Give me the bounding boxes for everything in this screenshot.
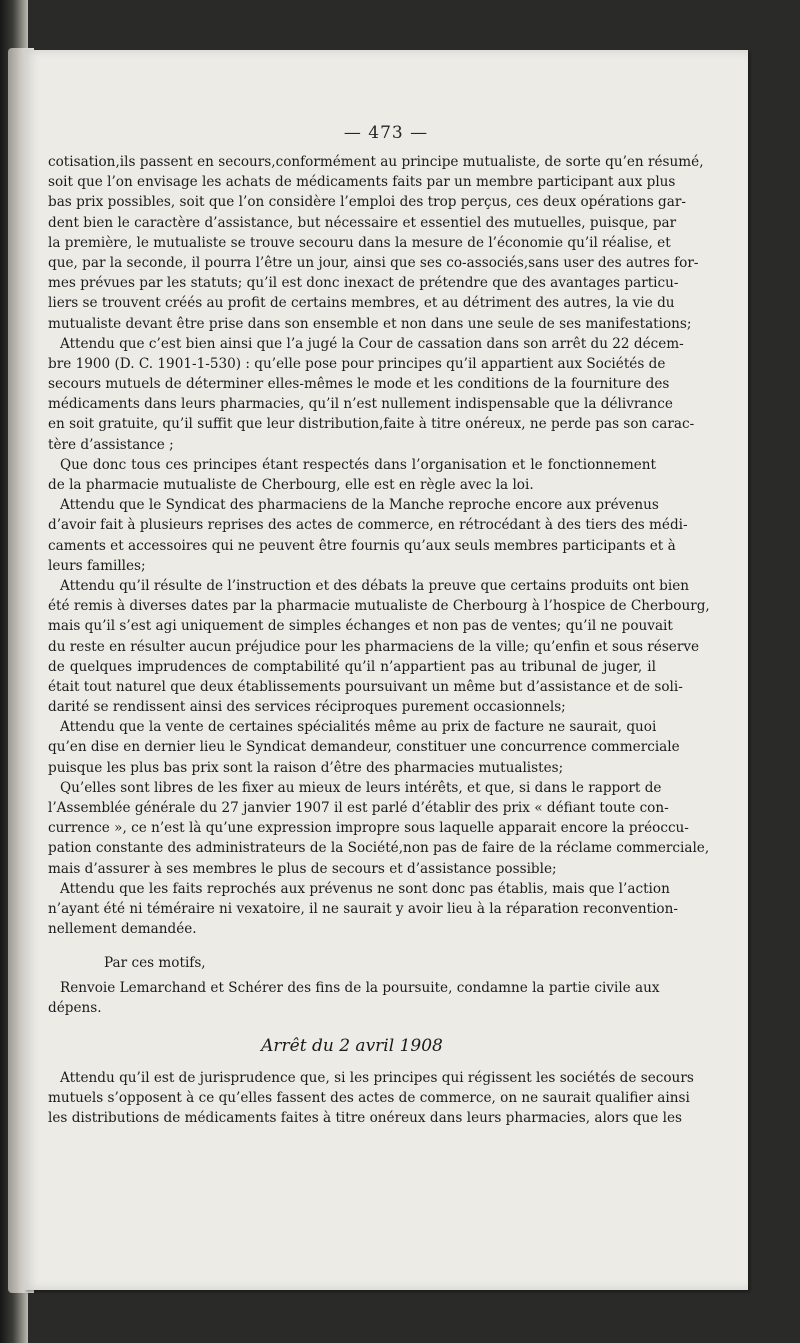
text-line: de la pharmacie mutualiste de Cherbourg, elle est en règle avec la loi. [48, 477, 534, 493]
text-line: Que donc tous ces principes étant respectés dans l’organisation et le fonctionnement [60, 456, 656, 473]
text-line: Qu’elles sont libres de les fixer au mieux de leurs intérêts, et que, si dans le rapport de [60, 779, 662, 796]
text-line: Attendu que c’est bien ainsi que l’a jugé la Cour de cassation dans son arrêt du 22 décem- [60, 335, 684, 352]
text-line: pation constante des administrateurs de la Société,non pas de faire de la réclame commerciale, [48, 840, 710, 857]
text-line: qu’en dise en dernier lieu le Syndicat demandeur, constituer une concurrence commerciale [48, 739, 680, 756]
text-line: liers se trouvent créés au profit de certains membres, et au détriment des autres, la vie du [48, 295, 675, 312]
text-line: mais qu’il s’est agi uniquement de simples échanges et non pas de ventes; qu’il ne pouvait [48, 618, 673, 635]
text-line: n’ayant été ni téméraire ni vexatoire, il ne saurait y avoir lieu à la réparation reconvention- [48, 900, 678, 917]
text-line: bre 1900 (D. C. 1901-1-530) : qu’elle pose pour principes qu’il appartient aux Sociétés de [48, 355, 666, 372]
text-line: dépens. [48, 999, 102, 1016]
text-line: caments et accessoires qui ne peuvent être fournis qu’aux seuls membres participants et à [48, 537, 676, 554]
page-number: — 473 — [343, 123, 429, 143]
text-line: puisque les plus bas prix sont la raison d’être des pharmacies mutualistes; [48, 759, 564, 776]
text-line: Par ces motifs, [104, 955, 206, 972]
text-line: Attendu que la vente de certaines spécialités même au prix de facture ne saurait, quoi [60, 719, 657, 736]
text-line: nellement demandée. [48, 921, 197, 938]
section-heading: Arrêt du 2 avril 1908 [261, 1035, 443, 1056]
paragraph-gap [48, 939, 656, 953]
text-line: mes prévues par les statuts; qu’il est donc inexact de prétendre que des avantages particu- [48, 275, 679, 292]
text-line: Attendu que le Syndicat des pharmaciens de la Manche reproche encore aux prévenus [60, 497, 659, 514]
text-line: Renvoie Lemarchand et Schérer des fins de la poursuite, condamne la partie civile aux [60, 979, 660, 996]
text-line: mutuels s’opposent à ce qu’elles fassent des actes de commerce, on ne saurait qualifier ainsi [48, 1090, 690, 1107]
text-line: mais d’assurer à ses membres le plus de secours et d’assistance possible; [48, 860, 557, 877]
text-line: médicaments dans leurs pharmacies, qu’il n’est nullement indispensable que la délivrance [48, 396, 673, 413]
text-line: Attendu que les faits reprochés aux prévenus ne sont donc pas établis, mais que l’action [60, 880, 670, 897]
text-line: mutualiste devant être prise dans son ensemble et non dans une seule de ses manifestations; [48, 315, 692, 332]
text-line: en soit gratuite, qu’il suffit que leur distribution,faite à titre onéreux, ne perde pas son carac- [48, 416, 695, 433]
text-line: était tout naturel que deux établissements poursuivant un même but d’assistance et de soli- [48, 678, 683, 695]
text-line: darité se rendissent ainsi des services réciproques purement occasionnels; [48, 699, 566, 716]
text-line: la première, le mutualiste se trouve secouru dans la mesure de l’économie qu’il réalise, et [48, 234, 671, 251]
text-line: que, par la seconde, il pourra l’être un jour, ainsi que ses co-associés,sans user des autres for- [48, 254, 699, 271]
text-line: bas prix possibles, soit que l’on considère l’emploi des trop perçus, ces deux opérations gar- [48, 194, 686, 211]
text-line: tère d’assistance ; [48, 436, 174, 453]
text-line: dent bien le caractère d’assistance, but nécessaire et essentiel des mutuelles, puisque, par [48, 214, 677, 231]
text-line: de quelques imprudences de comptabilité qu’il n’appartient pas au tribunal de juger, il [48, 658, 656, 675]
text-line: l’Assemblée générale du 27 janvier 1907 il est parlé d’établir des prix « défiant toute con- [48, 800, 669, 816]
text-line: currence », ce n’est là qu’une expression impropre sous laquelle apparait encore la préoccu- [48, 820, 689, 837]
text-line: leurs familles; [48, 557, 146, 574]
text-line: du reste en résulter aucun préjudice pour les pharmaciens de la ville; qu’enfin et sous réserve [48, 638, 700, 655]
text-line: soit que l’on envisage les achats de médicaments faits par un membre participant aux plus [48, 174, 676, 191]
text-line: d’avoir fait à plusieurs reprises des actes de commerce, en rétrocédant à des tiers des médi- [48, 517, 688, 534]
text-line: cotisation,ils passent en secours,conformément au principe mutualiste, de sorte qu’en résumé, [48, 154, 704, 170]
text-line: Attendu qu’il est de jurisprudence que, si les principes qui régissent les sociétés de secours [60, 1069, 694, 1086]
text-line: Attendu qu’il résulte de l’instruction et des débats la preuve que certains produits ont bien [60, 577, 690, 594]
text-line: secours mutuels de déterminer elles-mêmes le mode et les conditions de la fourniture des [48, 376, 670, 393]
document-page [24, 50, 748, 1290]
body-text [48, 152, 710, 1128]
text-line: été remis à diverses dates par la pharmacie mutualiste de Cherbourg à l’hospice de Cherbourg, [48, 598, 710, 615]
text-line: les distributions de médicaments faites à titre onéreux dans leurs pharmacies, alors que les [48, 1110, 682, 1127]
